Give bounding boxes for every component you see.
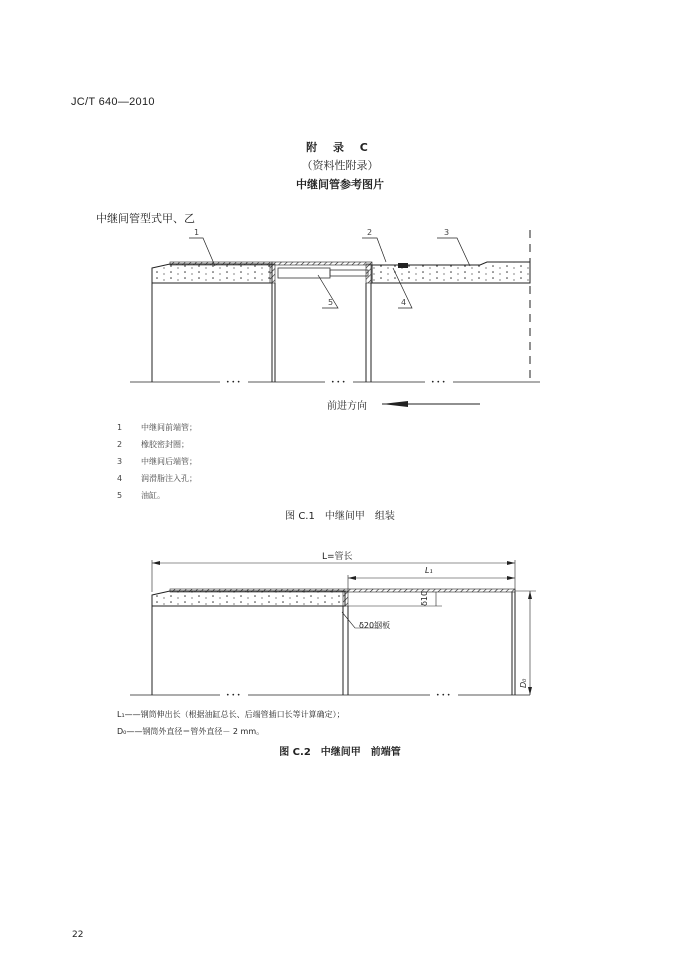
figure-c1-outline	[130, 230, 540, 382]
svg-text:• • •: • • •	[226, 692, 241, 699]
legend-item: 5 油缸。	[117, 491, 165, 500]
svg-text:• • •: • • •	[331, 379, 346, 386]
direction-arrow	[382, 401, 480, 407]
legend-item: 1 中继间前端管；	[117, 423, 197, 432]
appendix-subtitle: （资料性附录）	[301, 159, 379, 172]
steel-plate-left	[270, 264, 275, 283]
svg-text:• • •: • • •	[436, 692, 451, 699]
callout-3: 3	[444, 228, 450, 237]
callout-1: 1	[194, 228, 200, 237]
figure-c1-caption: 图 C.1 中继间甲 组装	[285, 511, 395, 522]
plate-label: δ20钢板	[359, 621, 391, 630]
steel-plate-right	[366, 264, 371, 283]
section-label: 中继间管型式甲、乙	[96, 212, 195, 225]
appendix-heading: 中继间管参考图片	[296, 178, 384, 191]
svg-text:• • •: • • •	[431, 379, 446, 386]
svg-text:• • •: • • •	[226, 379, 241, 386]
note-ds: D₀——钢筒外直径＝管外直径－ 2 mm。	[117, 727, 265, 736]
direction-label: 前进方向	[327, 401, 367, 412]
legend-item: 4 润滑脂注入孔；	[117, 474, 197, 483]
dim-d10: δ10	[420, 590, 429, 606]
figure-c2-drawing	[130, 560, 536, 699]
dim-ds: D₀	[519, 678, 528, 688]
appendix-title: 附 录 C	[306, 141, 374, 154]
callout-5: 5	[328, 298, 334, 307]
dim-l1: L₁	[425, 566, 433, 575]
legend-item: 3 中继间后端管；	[117, 457, 197, 466]
rear-pipe-wall	[372, 262, 530, 283]
legend-item: 2 橡胶密封圈；	[117, 440, 189, 449]
callout-4: 4	[401, 298, 407, 307]
standard-code: JC/T 640—2010	[71, 96, 155, 108]
note-l1: L₁——钢筒伸出长（根据油缸总长、后端管插口长等计算确定）；	[117, 710, 345, 719]
figure-c2-caption: 图 C.2 中继间甲 前端管	[279, 747, 401, 758]
page-number: 22	[72, 930, 84, 940]
callout-2: 2	[367, 228, 373, 237]
steel-sleeve	[272, 262, 372, 278]
dim-total-length: L=管长	[322, 552, 353, 562]
front-pipe-wall	[152, 262, 272, 283]
